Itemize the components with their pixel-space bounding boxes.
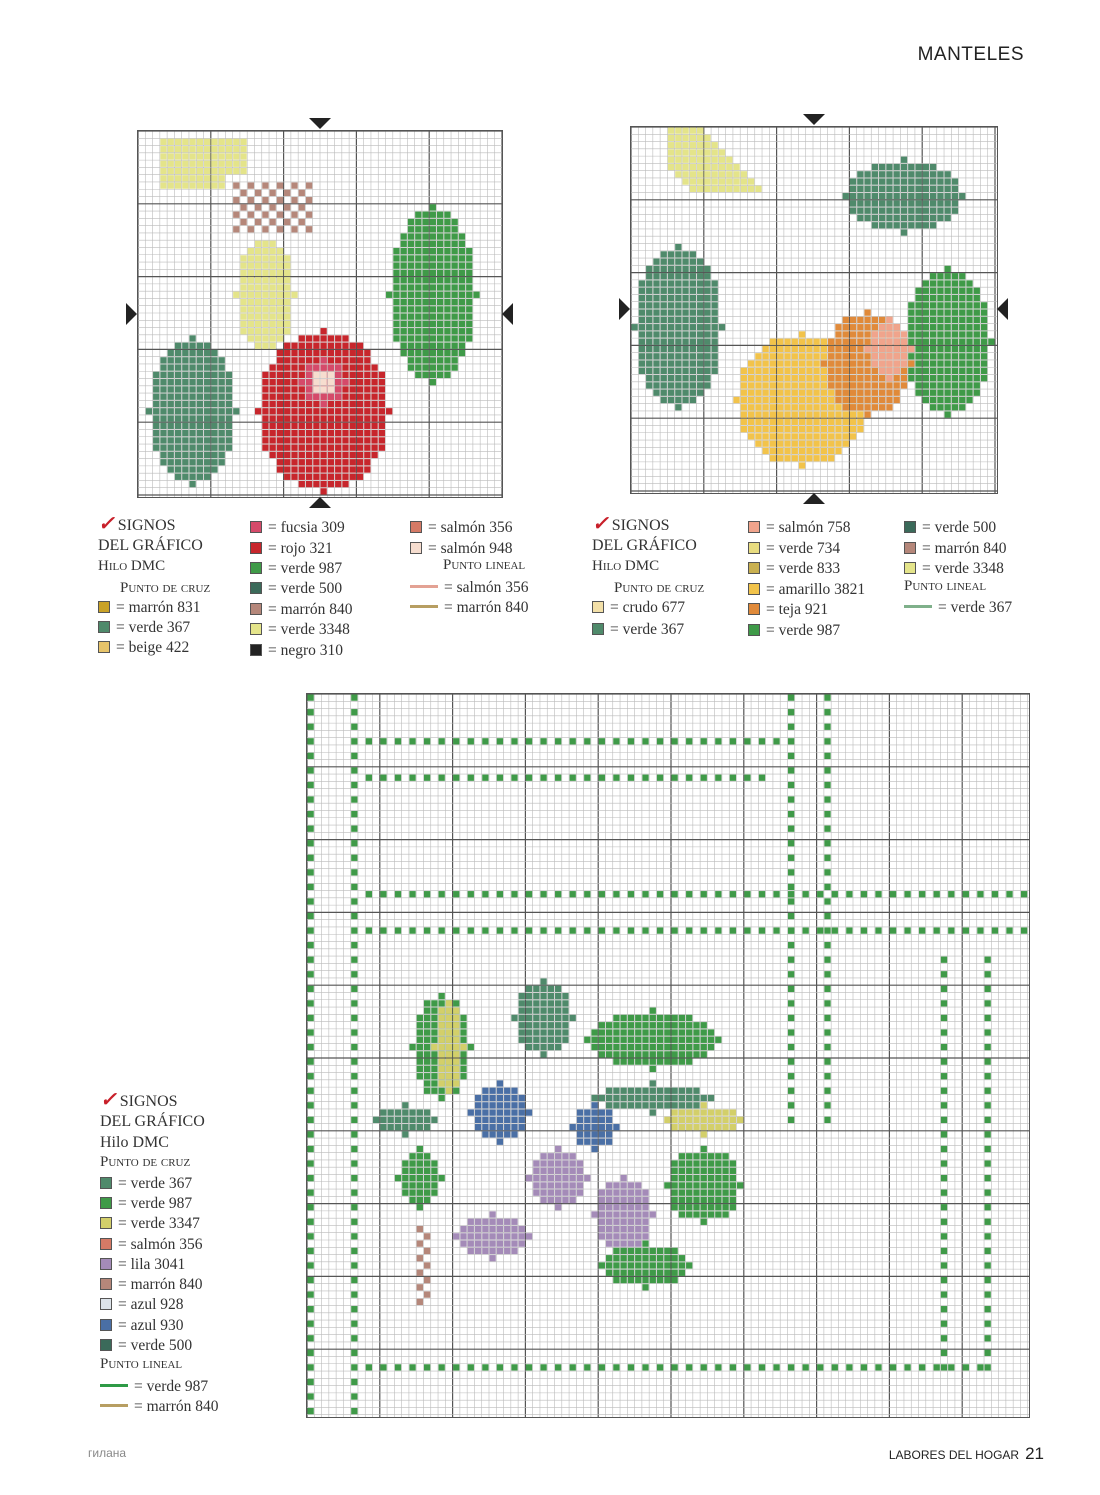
legend-item-label: = verde 367 <box>938 599 1013 616</box>
legend-line-item <box>410 578 529 598</box>
legend-item-label: = amarillo 3821 <box>766 581 866 598</box>
legend-item <box>904 559 1004 579</box>
legend-item-label: = marrón 840 <box>268 601 353 618</box>
legend-peach <box>592 514 1062 664</box>
legend-item <box>98 598 201 618</box>
legend-item <box>100 1295 184 1315</box>
legend-cross-label: Punto de cruz <box>120 580 211 596</box>
legend-item-label: = verde 833 <box>766 560 841 577</box>
legend-item-label: = rojo 321 <box>268 540 333 557</box>
legend-item <box>410 539 513 559</box>
legend-item <box>250 539 333 559</box>
legend-item-label: = marrón 840 <box>134 1398 219 1415</box>
swatch-icon <box>98 621 110 633</box>
legend-item <box>250 559 342 579</box>
swatch-icon <box>748 583 760 595</box>
swatch-icon <box>100 1339 112 1351</box>
legend-item <box>100 1275 203 1295</box>
center-marker-right <box>997 298 1008 320</box>
swatch-icon <box>100 1278 112 1290</box>
legend-item <box>98 638 189 658</box>
legend-item <box>748 600 828 620</box>
legend-linear-label: Punto lineal <box>443 557 526 573</box>
legend-flower <box>100 1090 300 1430</box>
legend-linear-label: Punto lineal <box>100 1356 183 1372</box>
legend-item-label: = verde 987 <box>268 560 343 577</box>
center-marker-top <box>309 118 331 129</box>
legend-item-label: = verde 500 <box>118 1337 193 1354</box>
legend-item <box>904 518 996 538</box>
legend-subtitle: DEL GRÁFICO <box>98 537 203 554</box>
line-swatch-icon <box>410 585 438 588</box>
check-icon: ✓ <box>98 513 115 535</box>
legend-item-label: = verde 3348 <box>922 560 1004 577</box>
chart-peach-grid <box>631 127 997 493</box>
page-number: 21 <box>1025 1444 1044 1463</box>
legend-line-item <box>410 598 529 618</box>
legend-item <box>100 1194 192 1214</box>
legend-item-label: = verde 3348 <box>268 621 350 638</box>
legend-item <box>748 580 865 600</box>
legend-item-label: = marrón 831 <box>116 599 201 616</box>
legend-subtitle: DEL GRÁFICO <box>100 1113 205 1130</box>
legend-item <box>100 1316 184 1336</box>
legend-item <box>748 539 840 559</box>
legend-item <box>100 1235 203 1255</box>
swatch-icon <box>904 562 916 574</box>
center-marker-bottom <box>309 497 331 508</box>
swatch-icon <box>250 562 262 574</box>
swatch-icon <box>748 542 760 554</box>
legend-item-label: = salmón 758 <box>766 519 851 536</box>
legend-item-label: = salmón 356 <box>444 579 529 596</box>
legend-item <box>250 518 345 538</box>
legend-item-label: = verde 367 <box>116 619 191 636</box>
chart-border-flower <box>306 693 1030 1418</box>
swatch-icon <box>100 1238 112 1250</box>
line-swatch-icon <box>100 1404 128 1407</box>
chart-cherry-grid <box>138 131 502 497</box>
legend-cross-label: Punto de cruz <box>100 1154 191 1170</box>
swatch-icon <box>100 1177 112 1189</box>
line-swatch-icon <box>904 605 932 608</box>
legend-item <box>748 621 840 641</box>
chart-border-flower-grid <box>307 694 1029 1417</box>
legend-item <box>98 618 190 638</box>
swatch-icon <box>100 1258 112 1270</box>
swatch-icon <box>98 641 110 653</box>
legend-item <box>100 1174 192 1194</box>
legend-item-label: = verde 987 <box>134 1378 209 1395</box>
line-swatch-icon <box>410 605 438 608</box>
center-marker-left <box>619 298 630 320</box>
legend-item-label: = beige 422 <box>116 639 190 656</box>
legend-item-label: = crudo 677 <box>610 599 686 616</box>
legend-item <box>592 620 684 640</box>
legend-item-label: = salmón 356 <box>118 1236 203 1253</box>
legend-item <box>250 620 350 640</box>
check-icon: ✓ <box>592 513 609 535</box>
legend-item <box>100 1336 192 1356</box>
swatch-icon <box>748 521 760 533</box>
legend-item-label: = marrón 840 <box>118 1276 203 1293</box>
legend-item <box>904 539 1007 559</box>
swatch-icon <box>410 521 422 533</box>
swatch-icon <box>98 601 110 613</box>
legend-linear-label: Punto lineal <box>904 578 987 594</box>
legend-item-label: = marrón 840 <box>444 599 529 616</box>
legend-item-label: = verde 367 <box>610 621 685 638</box>
legend-item-label: = fucsia 309 <box>268 519 345 536</box>
swatch-icon <box>100 1197 112 1209</box>
swatch-icon <box>250 603 262 615</box>
magazine-name: LABORES DEL HOGAR <box>888 1448 1020 1462</box>
legend-item-label: = azul 930 <box>118 1317 184 1334</box>
legend-subtitle: DEL GRÁFICO <box>592 537 697 554</box>
center-marker-bottom <box>803 493 825 504</box>
watermark: гилана <box>88 1446 127 1460</box>
center-marker-top <box>803 114 825 125</box>
swatch-icon <box>250 521 262 533</box>
swatch-icon <box>250 582 262 594</box>
legend-item <box>592 598 685 618</box>
legend-item-label: = lila 3041 <box>118 1256 186 1273</box>
legend-thread: Hilo DMC <box>592 558 660 574</box>
swatch-icon <box>100 1217 112 1229</box>
swatch-icon <box>410 542 422 554</box>
legend-thread: Hilo DMC <box>98 558 166 574</box>
check-icon: ✓ <box>100 1089 117 1111</box>
swatch-icon <box>748 603 760 615</box>
section-title: MANTELES <box>917 44 1024 65</box>
legend-item-label: = verde 987 <box>766 622 841 639</box>
legend-line-item <box>100 1377 208 1397</box>
swatch-icon <box>748 562 760 574</box>
swatch-icon <box>100 1298 112 1310</box>
legend-item-label: = verde 500 <box>922 519 997 536</box>
line-swatch-icon <box>100 1384 128 1387</box>
legend-item-label: = salmón 948 <box>428 540 513 557</box>
legend-line-item <box>100 1397 219 1417</box>
legend-cherry <box>98 514 558 664</box>
legend-item <box>748 559 840 579</box>
center-marker-right <box>502 303 513 325</box>
legend-thread: Hilo DMC <box>100 1134 169 1151</box>
legend-item <box>748 518 851 538</box>
legend-item-label: = negro 310 <box>268 642 344 659</box>
legend-title: SIGNOS <box>117 517 176 534</box>
swatch-icon <box>592 623 604 635</box>
swatch-icon <box>250 623 262 635</box>
swatch-icon <box>100 1319 112 1331</box>
swatch-icon <box>592 601 604 613</box>
chart-peach <box>630 126 998 494</box>
legend-item-label: = marrón 840 <box>922 540 1007 557</box>
legend-cross-label: Punto de cruz <box>614 580 705 596</box>
center-marker-left <box>126 303 137 325</box>
legend-item-label: = verde 734 <box>766 540 841 557</box>
legend-item-label: = verde 3347 <box>118 1215 200 1232</box>
legend-item <box>410 518 513 538</box>
legend-item <box>100 1214 200 1234</box>
legend-title: SIGNOS <box>611 517 670 534</box>
swatch-icon <box>250 542 262 554</box>
swatch-icon <box>904 542 916 554</box>
legend-item-label: = verde 500 <box>268 580 343 597</box>
legend-item <box>100 1255 185 1275</box>
legend-item <box>250 579 342 599</box>
legend-item-label: = azul 928 <box>118 1296 184 1313</box>
legend-item-label: = salmón 356 <box>428 519 513 536</box>
page-footer <box>889 1444 1044 1464</box>
legend-item-label: = verde 367 <box>118 1175 193 1192</box>
legend-item <box>250 641 343 661</box>
legend-item-label: = teja 921 <box>766 601 829 618</box>
legend-title: SIGNOS <box>119 1093 178 1110</box>
chart-cherry <box>137 130 503 498</box>
legend-line-item <box>904 598 1012 618</box>
swatch-icon <box>250 644 262 656</box>
swatch-icon <box>748 624 760 636</box>
legend-item-label: = verde 987 <box>118 1195 193 1212</box>
swatch-icon <box>904 521 916 533</box>
legend-item <box>250 600 353 620</box>
